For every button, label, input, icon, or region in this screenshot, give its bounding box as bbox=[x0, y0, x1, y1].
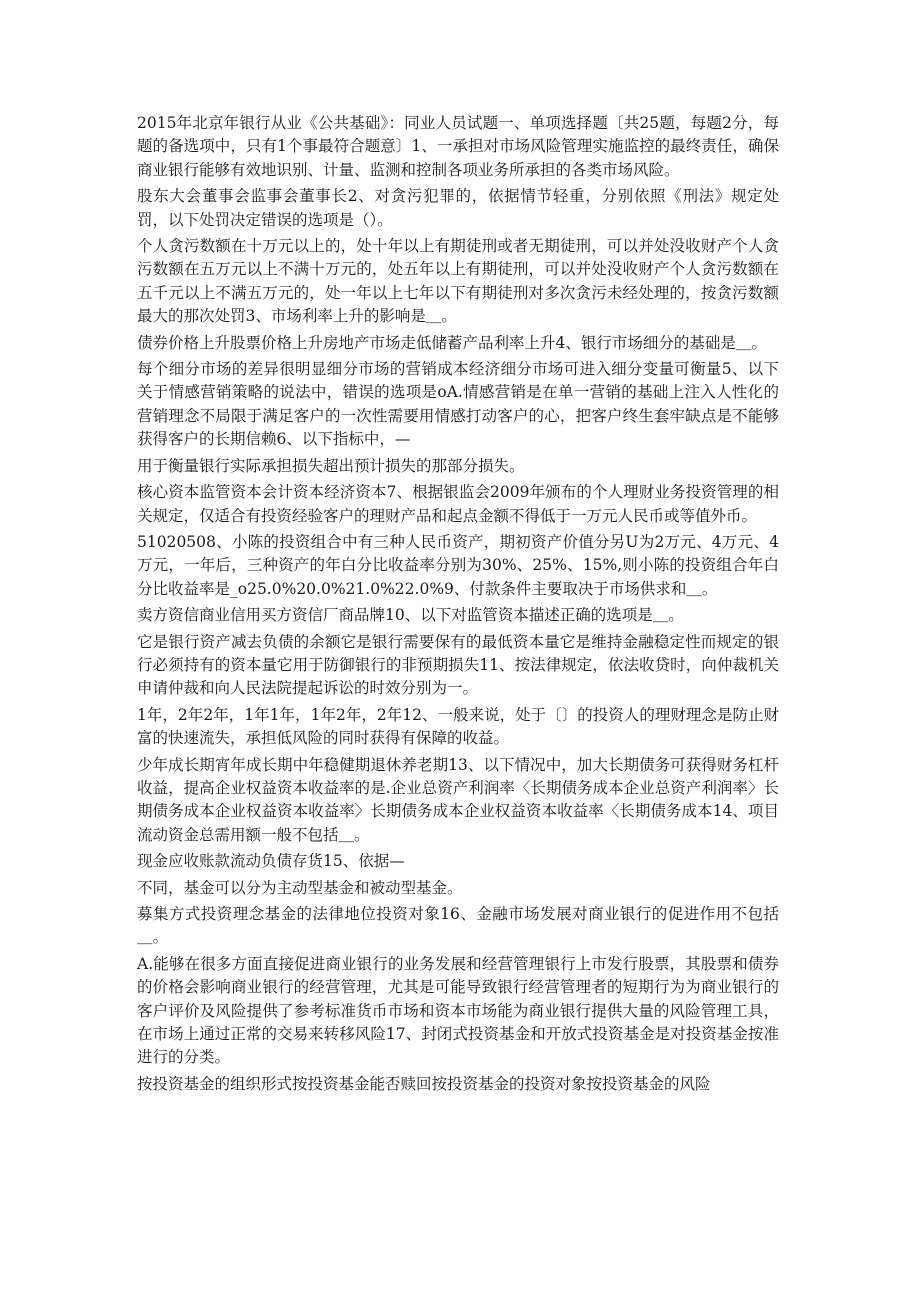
paragraph-5: 每个细分市场的差异很明显细分市场的营销成本经济细分市场可进入细分变量可衡量5、以下关于情感营销策略的说法中，错误的选项是oA.情感营销是在单一营销的基础上注入人性化的营销理念不局限于满足客户的一次性需要用情感打动客户的心，把客户终生套牢缺点是不能够获得客户的长期信赖6、以下指标中，— bbox=[137, 360, 779, 449]
paragraph-13: 现金应收账款流动负债存货15、依据— bbox=[137, 852, 405, 871]
document-body bbox=[137, 112, 779, 1099]
paragraph-2: 股东大会董事会监事会董事长2、对贪污犯罪的，依据情节轻重，分别依照《刑法》规定处罚，以下处罚决定错误的选项是（）。 bbox=[137, 187, 779, 229]
paragraph-16: A.能够在很多方面直接促进商业银行的业务发展和经营管理银行上市发行股票，其股票和债券的价格会影响商业银行的经营管理，尤其是可能导致银行经营管理者的短期行为为商业银行的客户评价及风险提供了参考标准货币市场和资本市场能为商业银行提供大量的风险管理工具，在市场上通过正常的交易来转移风险17、封闭式投资基金和开放式投资基金是对投资基金按准进行的分类。 bbox=[137, 954, 779, 1067]
paragraph-8: 51020508、小陈的投资组合中有三种人民币资产，期初资产价值分另U为2万元、4万元、4万元，一年后，三种资产的年白分比收益率分别为30%、25%、15%,则小陈的投资组合年白分比收益率是_o25.0%20.0%21.0%22.0%9、付款条件主要取决于市场供求和＿。 bbox=[137, 532, 779, 598]
paragraph-10: 它是银行资产减去负债的余额它是银行需要保有的最低资本量它是维持金融稳定性而规定的银行必须持有的资本量它用于防御银行的非预期损失11、按法律规定，依法收贷时，向仲裁机关申请仲裁和向人民法院提起诉讼的时效分别为一。 bbox=[137, 632, 779, 698]
paragraph-1: 2015年北京年银行从业《公共基础》：同业人员试题一、单项选择题〔共25题，每题2分，每题的备选项中，只有1个事最符合题意〕1、一承担对市场风险管理实施监控的最终责任，确保商业银行能够有效地识别、计量、监测和控制各项业务所承担的各类市场风险。 bbox=[137, 114, 779, 179]
paragraph-15: 募集方式投资理念基金的法律地位投资对象16、金融市场发展对商业银行的促进作用不包括＿。 bbox=[137, 905, 779, 947]
paragraph-3: 个人贪污数额在十万元以上的，处十年以上有期徒刑或者无期徒刑，可以并处没收财产个人贪污数额在五万元以上不满十万元的，处五年以上有期徒刑，可以并处没收财产个人贪污数额在五千元以上不满五万元的，处一年以上七年以下有期徒刑对多次贪污未经处理的，按贪污数额最大的那次处罚3、市场利率上升的影响是＿。 bbox=[137, 237, 779, 326]
paragraph-17: 按投资基金的组织形式按投资基金能否赎回按投资基金的投资对象按投资基金的风险 bbox=[137, 1074, 711, 1093]
paragraph-4: 债券价格上升股票价格上升房地产市场走低储蓄产品利率上升4、银行市场细分的基础是＿。 bbox=[137, 333, 767, 352]
paragraph-11: 1年，2年2年，1年1年，1年2年，2年12、一般来说，处于〔〕的投资人的理财理念是防止财富的快速流失，承担低风险的同时获得有保障的收益。 bbox=[137, 705, 779, 748]
paragraph-9: 卖方资信商业信用买方资信厂商品牌10、以下对监管资本描述正确的选项是＿。 bbox=[137, 606, 684, 625]
paragraph-7: 核心资本监管资本会计资本经济资本7、根据银监会2009年颁布的个人理财业务投资管理的相关规定，仅适合有投资经验客户的理财产品和起点金额不得低于一万元人民币或等值外币。 bbox=[137, 483, 779, 525]
paragraph-14: 不同，基金可以分为主动型基金和被动型基金。 bbox=[137, 878, 463, 897]
paragraph-12: 少年成长期宵年成长期中年稳健期退休养老期13、以下情况中，加大长期债务可获得财务杠杆收益，提高企业权益资本收益率的是.企业总资产利润率〈长期债务成本企业总资产利润率〉长期债务成本企业权益资本收益率〉长期债务成本企业权益资本收益率〈长期债务成本14、项目流动资金总需用额一般不包括＿。 bbox=[137, 755, 779, 844]
paragraph-6: 用于衡量银行实际承担损失超出预计损失的那部分损失。 bbox=[137, 456, 525, 475]
